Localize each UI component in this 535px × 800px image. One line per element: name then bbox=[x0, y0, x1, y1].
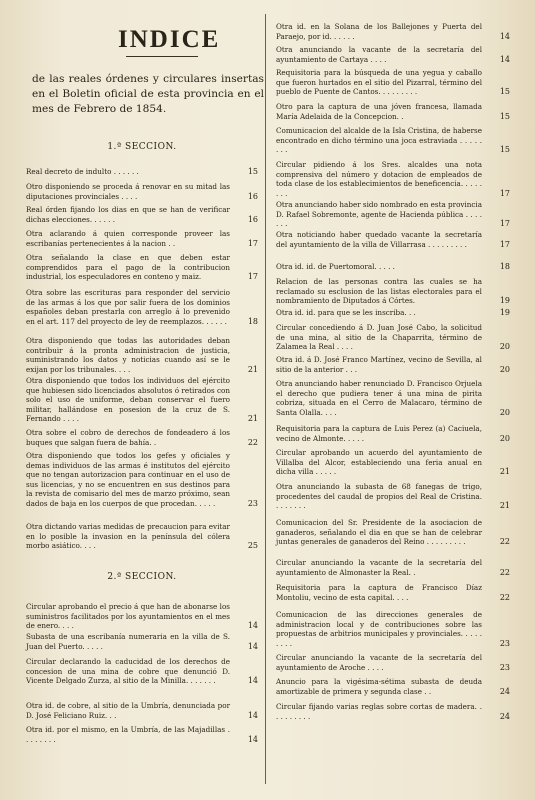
entry-text: Circular aprobando un acuerdo del ayuntamiento de Villalba del Alcor, estableciendo una feria anual en dicha villa . . . . . bbox=[276, 448, 482, 477]
entry-page-number: 23 bbox=[499, 662, 510, 672]
index-entry bbox=[276, 45, 510, 64]
entry-text: Otra anunciando la subasta de 68 fanegas de trigo, procedentes del caudal de propios del Real de Cristina. . . . . . . . bbox=[276, 482, 482, 511]
entry-text: Otro para la captura de una jóven francesa, llamada María Adelaida de la Concepcion. . bbox=[276, 102, 482, 121]
index-entry bbox=[276, 68, 510, 97]
index-entry bbox=[276, 277, 510, 306]
index-entry bbox=[276, 518, 510, 547]
entry-text: Otro disponiendo se proceda á renovar en su mitad las diputaciones provinciales . . . . bbox=[26, 182, 230, 201]
entry-page-number: 14 bbox=[247, 734, 258, 744]
entry-page-number: 24 bbox=[499, 711, 510, 721]
entry-text: Circular pidiendo á los Sres. alcaldes una nota comprensiva del número y dotacion de empleados de toda clase de los establecimientos de beneficencia. . . . . . . . bbox=[276, 160, 482, 198]
entry-page-number: 17 bbox=[499, 219, 510, 229]
entry-text: Otra anunciando la vacante de la secretaría del ayuntamiento de Cartaya . . . . bbox=[276, 45, 482, 64]
entry-text: Relacion de las personas contra las cuales se ha reclamado su esclusion de las listas electorales para el nombramiento de Diputados á Córtes. bbox=[276, 277, 482, 306]
index-entry bbox=[26, 725, 258, 744]
index-entry bbox=[26, 167, 258, 177]
entry-page-number: 16 bbox=[247, 214, 258, 224]
entry-text: Requisitoria para la captura de Luis Perez (a) Caciuela, vecino de Almonte. . . . . bbox=[276, 424, 482, 443]
entry-text: Otra id. en la Solana de los Ballejones y Puerta del Paraejo, por id. . . . . . bbox=[276, 22, 482, 41]
entry-text: Circular declarando la caducidad de los derechos de concesion de una mina de cobre que denunció D. Vicente Delgado Zurza, al sitio de la Minilla. . . . . . . bbox=[26, 657, 230, 686]
entry-text: Circular concediendo á D. Juan José Cabo, la solicitud de una mina, al sitio de la Chaparrita, término de Zalamea la Real . . . . bbox=[276, 323, 482, 352]
entry-page-number: 14 bbox=[247, 641, 258, 651]
index-entry bbox=[26, 376, 258, 424]
entry-text: Otra aclarando á quien corresponde proveer las escribanías pertenecientes á la nacion . . bbox=[26, 229, 230, 248]
entry-page-number: 19 bbox=[499, 308, 510, 317]
index-entry bbox=[276, 262, 510, 272]
entry-text: Otra sobre el cobro de derechos de fondeadero á los buques que salgan fuera de bahía. . bbox=[26, 428, 230, 447]
index-entry bbox=[276, 22, 510, 41]
entry-text: Otra id. de cobre, al sitio de la Umbría, denunciada por D. José Feliciano Ruiz. . . bbox=[26, 701, 230, 720]
entry-page-number: 22 bbox=[499, 537, 510, 547]
entry-text: Otra disponiendo que todas las autoridades deban contribuir á la pronta administracion de justicia, suministrando los datos y noticias cuando así se le exijan por los tribunales. . . . bbox=[26, 336, 230, 374]
index-entry bbox=[276, 677, 510, 696]
index-entry bbox=[26, 428, 258, 447]
entry-page-number: 17 bbox=[247, 272, 258, 282]
entry-text: Otra disponiendo que todos los gefes y oficiales y demas individuos de las armas é institutos del ejército que no tengan autorizacion para continuar en el uso de sus licencias, y no se encuentren en sus destinos para la revista de comisario del mes de marzo próximo, sean dados de baja en los cuerpos de que procedan. . . . . bbox=[26, 451, 230, 508]
entry-text: Real órden fijando los dias en que se han de verificar dichas elecciones. . . . . . bbox=[26, 205, 230, 224]
entry-page-number: 16 bbox=[247, 191, 258, 201]
index-entry bbox=[276, 160, 510, 198]
index-entry bbox=[276, 610, 510, 648]
index-entry bbox=[276, 702, 510, 721]
entry-text: Otra dictando varias medidas de precaucion para evitar en lo posible la invasion en la península del cólera morbo asiático. . . . bbox=[26, 522, 230, 551]
entry-text: Comunicacion de las direcciones generales de administracion local y de contribuciones sobre las propuestas de arbitrios municipales y provinciales. . . . . . . . . bbox=[276, 610, 482, 648]
entry-text: Otra noticiando haber quedado vacante la secretaría del ayuntamiento de la villa de Villarrasa . . . . . . . . . bbox=[276, 230, 482, 249]
entry-page-number: 18 bbox=[247, 316, 258, 326]
entry-text: Otra id. id. de Puertomoral. . . . . bbox=[276, 262, 395, 271]
entry-page-number: 20 bbox=[499, 433, 510, 443]
index-title: INDICE bbox=[118, 26, 221, 53]
entry-page-number: 15 bbox=[499, 87, 510, 97]
entry-page-number: 21 bbox=[499, 501, 510, 511]
entry-page-number: 23 bbox=[247, 498, 258, 508]
entry-page-number: 20 bbox=[499, 364, 510, 374]
entry-text: Otra id. á D. José Franco Martínez, vecino de Sevilla, al sitio de la anterior . . . bbox=[276, 355, 482, 374]
column-divider bbox=[265, 14, 266, 784]
entry-page-number: 20 bbox=[499, 342, 510, 352]
index-entry bbox=[26, 522, 258, 551]
title-underline bbox=[126, 56, 198, 57]
index-entry bbox=[26, 253, 258, 282]
entry-text: Requisitoria para la búsqueda de una yegua y caballo que fueron hurtados en el sitio del Pizarral, término del pueblo de Puente de Cantos. . . . . . . . . bbox=[276, 68, 482, 97]
index-entry bbox=[276, 355, 510, 374]
index-entry bbox=[276, 308, 510, 318]
entry-text: Circular anunciando la vacante de la secretaría del ayuntamiento de Aroche . . . . bbox=[276, 653, 482, 672]
entry-page-number: 14 bbox=[499, 54, 510, 64]
index-entry bbox=[276, 558, 510, 577]
entry-page-number: 21 bbox=[247, 414, 258, 424]
index-subtitle: de las reales órdenes y circulares insertas en el Boletin oficial de esta provincia en el mes de Febrero de 1854. bbox=[32, 73, 264, 115]
index-entry bbox=[276, 583, 510, 602]
index-entry bbox=[276, 230, 510, 249]
entry-page-number: 17 bbox=[499, 188, 510, 198]
index-entry bbox=[26, 229, 258, 248]
index-entry bbox=[26, 602, 258, 631]
index-entry bbox=[26, 336, 258, 374]
entry-page-number: 15 bbox=[247, 167, 258, 176]
index-entry bbox=[276, 653, 510, 672]
section-heading-2: 2.ª SECCION. bbox=[107, 572, 177, 582]
entry-page-number: 19 bbox=[499, 296, 510, 306]
entry-page-number: 22 bbox=[247, 437, 258, 447]
index-entry bbox=[26, 205, 258, 224]
entry-page-number: 14 bbox=[247, 710, 258, 720]
index-entry bbox=[276, 424, 510, 443]
index-entry bbox=[26, 701, 258, 720]
index-entry bbox=[26, 632, 258, 651]
entry-text: Otra sobre las escrituras para responder del servicio de las armas á los que por salir fuera de los dominios españoles deban prestarla con arreglo á lo prevenido en el art. 117 del proyecto de ley de reemplazos. . . . . . bbox=[26, 288, 230, 326]
entry-page-number: 14 bbox=[499, 31, 510, 41]
entry-text: Comunicacion del Sr. Presidente de la asociacion de ganaderos, señalando el dia en que se han de celebrar juntas generales de ganaderos del Reino . . . . . . . . . bbox=[276, 518, 482, 547]
index-entry bbox=[26, 288, 258, 326]
entry-page-number: 24 bbox=[499, 686, 510, 696]
entry-page-number: 18 bbox=[499, 262, 510, 271]
entry-page-number: 14 bbox=[247, 621, 258, 631]
index-entry bbox=[276, 448, 510, 477]
entry-text: Subasta de una escribanía numeraria en la villa de S. Juan del Puerto. . . . . bbox=[26, 632, 230, 651]
index-entry bbox=[276, 379, 510, 417]
entry-text: Real decreto de indulto . . . . . . bbox=[26, 167, 139, 176]
entry-text: Requisitoria para la captura de Francisco Díaz Montoliu, vecino de esta capital. . . . bbox=[276, 583, 482, 602]
entry-text: Otra id. por el mismo, en la Umbría, de las Majadillas . . . . . . . . bbox=[26, 725, 230, 744]
index-entry bbox=[276, 482, 510, 511]
entry-page-number: 20 bbox=[499, 407, 510, 417]
entry-text: Circular anunciando la vacante de la secretaría del ayuntamiento de Almonaster la Real. . bbox=[276, 558, 482, 577]
entry-page-number: 21 bbox=[247, 364, 258, 374]
index-entry bbox=[276, 102, 510, 121]
entry-page-number: 14 bbox=[247, 676, 258, 686]
entry-page-number: 23 bbox=[499, 638, 510, 648]
index-entry bbox=[26, 182, 258, 201]
entry-page-number: 22 bbox=[499, 592, 510, 602]
entry-text: Circular aprobando el precio á que han de abonarse los suministros facilitados por los ayuntamientos en el mes de enero. . . . bbox=[26, 602, 230, 631]
entry-text: Otra id. id. para que se les inscriba. . . bbox=[276, 308, 416, 317]
index-entry bbox=[26, 657, 258, 686]
section-heading-1: 1.ª SECCION. bbox=[107, 142, 177, 152]
entry-page-number: 25 bbox=[247, 541, 258, 551]
entry-text: Anuncio para la vigésima-sétima subasta de deuda amortizable de primera y segunda clase . . bbox=[276, 677, 482, 696]
index-entry bbox=[26, 451, 258, 509]
entry-text: Circular fijando varias reglas sobre cortas de madera. . . . . . . . . . bbox=[276, 702, 482, 721]
entry-page-number: 21 bbox=[499, 467, 510, 477]
entry-text: Otra disponiendo que todos los individuos del ejército que hubiesen sido licenciados absolutos ó retirados con solo el uso de uniforme, deban conservar el fuero militar, hallándose en posesion de la cruz de S. Fernando . . . . bbox=[26, 376, 230, 424]
entry-page-number: 15 bbox=[499, 145, 510, 155]
entry-page-number: 17 bbox=[499, 239, 510, 249]
entry-page-number: 17 bbox=[247, 238, 258, 248]
index-entry bbox=[276, 323, 510, 352]
entry-page-number: 22 bbox=[499, 567, 510, 577]
entry-page-number: 15 bbox=[499, 111, 510, 121]
index-entry bbox=[276, 126, 510, 155]
entry-text: Otra señalando la clase en que deben estar comprendidos para el pago de la contribucion industrial, los especuladores en conteno y maiz. bbox=[26, 253, 230, 282]
index-entry bbox=[276, 200, 510, 229]
entry-text: Comunicacion del alcalde de la Isla Cristina, de haberse encontrado en dicho término una joca estraviada . . . . . . . . bbox=[276, 126, 482, 155]
entry-text: Otra anunciando haber renunciado D. Francisco Orjuela el derecho que pudiera tener á una mina de pirita cobriza, situada en el Cerro de Malacaro, término de Santa Olalla. . . . bbox=[276, 379, 482, 417]
entry-text: Otra anunciando haber sido nombrado en esta provincia D. Rafael Sobremonte, agente de Hacienda pública . . . . . . . bbox=[276, 200, 482, 229]
